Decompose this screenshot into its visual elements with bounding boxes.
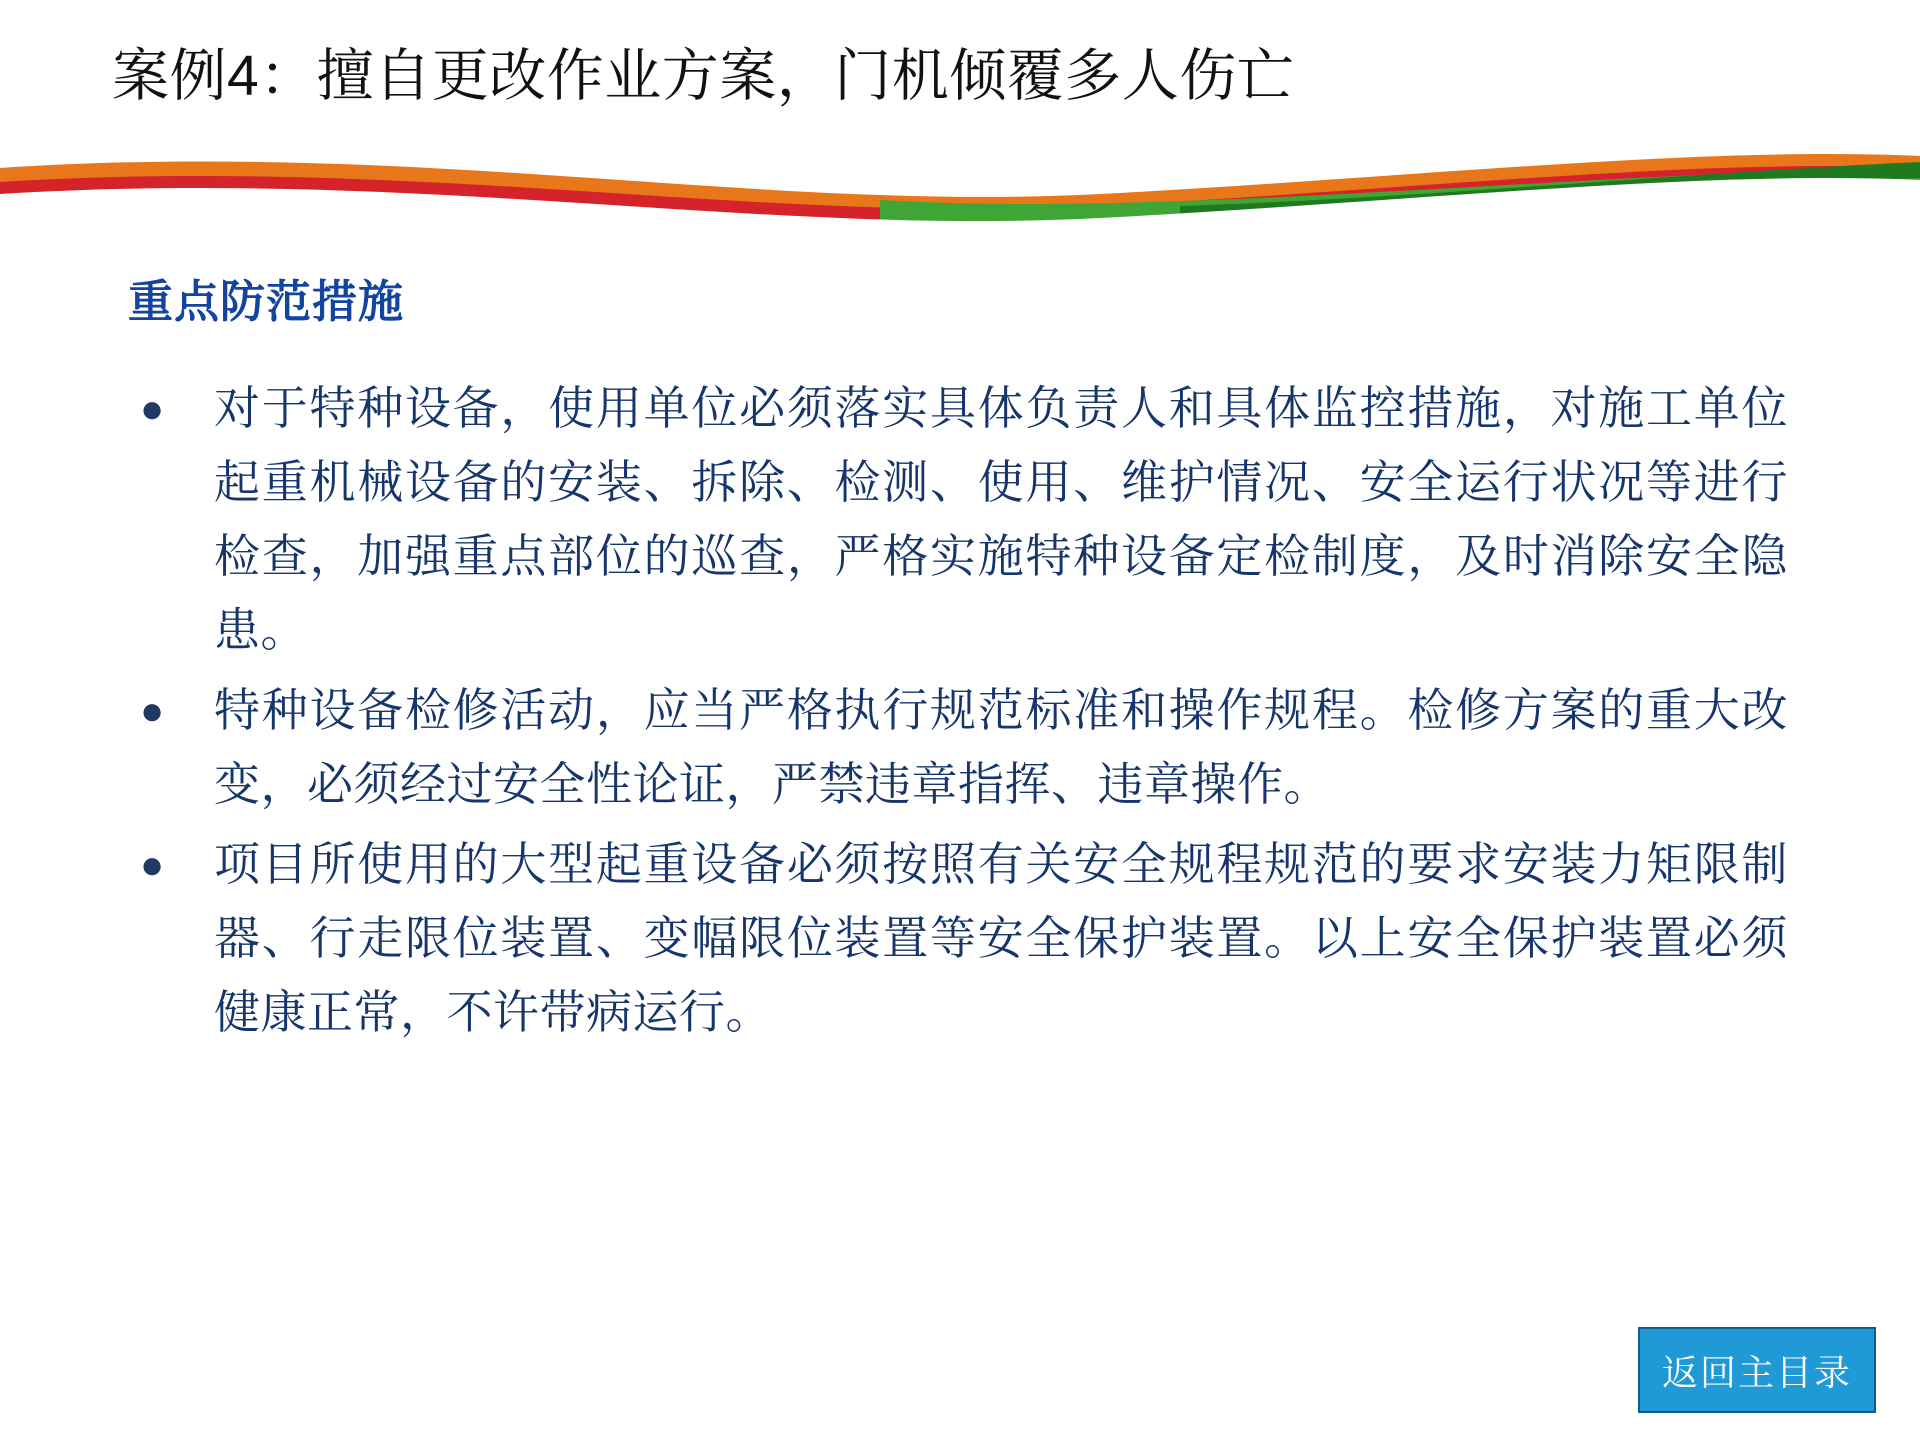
list-item-text: 对于特种设备，使用单位必须落实具体负责人和具体监控措施，对施工单位起重机械设备的安装、拆除、检测、使用、维护情况、安全运行状况等进行检查，加强重点部位的巡查，严格实施特种设备定检制度，及时消除安全隐患。 <box>214 383 1788 656</box>
bullet-dot-icon: ● <box>140 843 165 887</box>
swoosh-graphic <box>0 150 1920 230</box>
page-title: 案例4：擅自更改作业方案，门机倾覆多人伤亡 <box>112 44 1295 108</box>
return-to-main-menu-button[interactable]: 返回主目录 <box>1638 1327 1876 1413</box>
list-item <box>128 828 1788 1050</box>
bullet-dot-icon: ● <box>140 689 165 733</box>
section-heading: 重点防范措施 <box>128 276 405 327</box>
list-item-text: 特种设备检修活动，应当严格执行规范标准和操作规程。检修方案的重大改变，必须经过安全性论证，严禁违章指挥、违章操作。 <box>214 685 1788 810</box>
decorative-swoosh-band <box>0 150 1920 230</box>
list-item <box>128 674 1788 822</box>
list-item <box>128 372 1788 668</box>
bullet-list <box>128 372 1788 1056</box>
list-item-text: 项目所使用的大型起重设备必须按照有关安全规程规范的要求安装力矩限制器、行走限位装置、变幅限位装置等安全保护装置。以上安全保护装置必须健康正常，不许带病运行。 <box>214 839 1788 1038</box>
bullet-dot-icon: ● <box>140 387 165 431</box>
